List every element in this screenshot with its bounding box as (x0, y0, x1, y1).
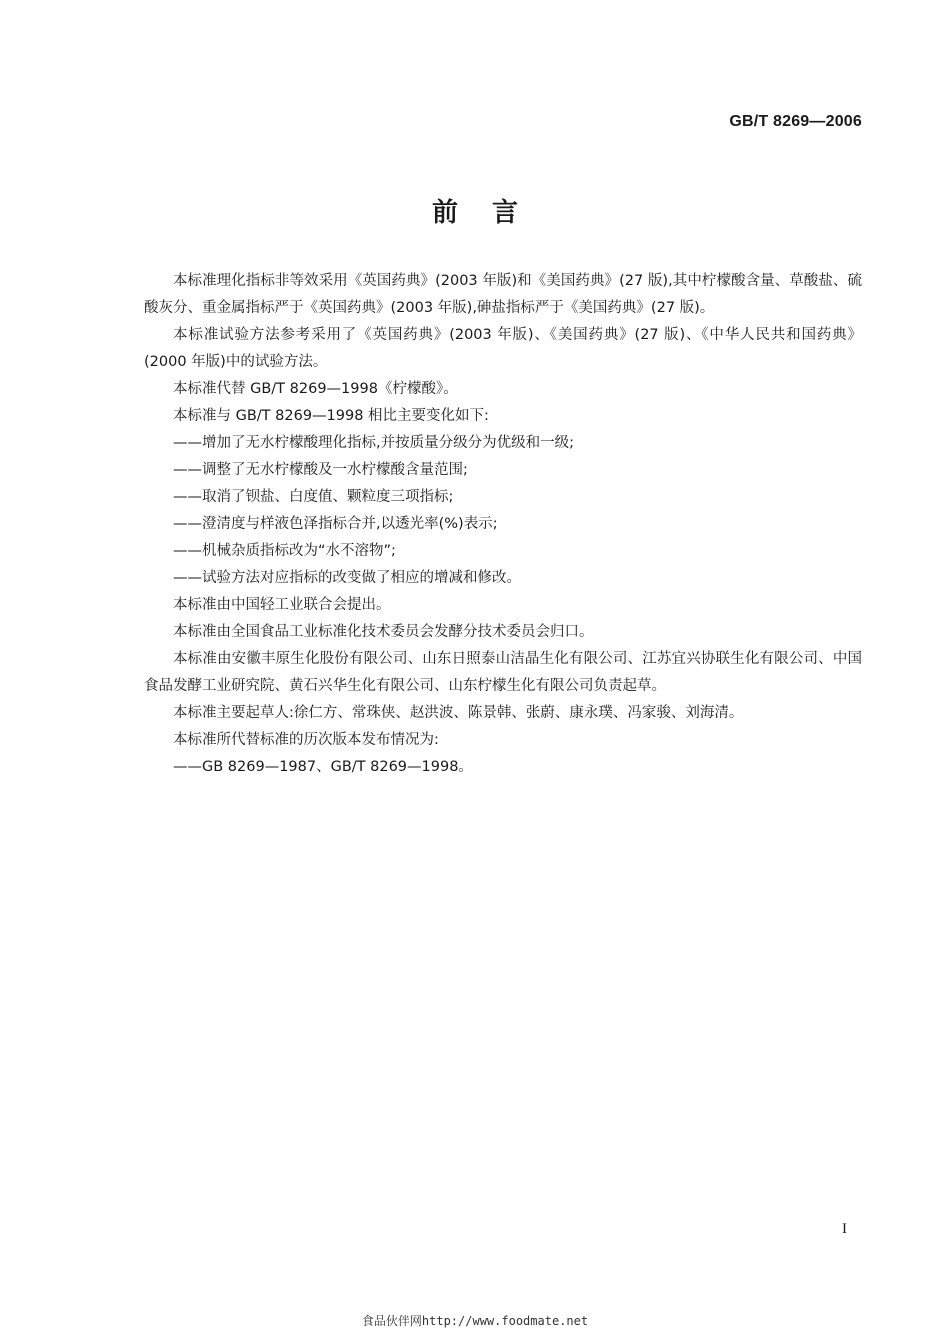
standard-code: GB/T 8269—2006 (729, 113, 862, 130)
change-item: ——机械杂质指标改为“水不溶物”; (173, 543, 396, 559)
paragraph-adoption: 本标准理化指标非等效采用《英国药典》(2003 年版)和《美国药典》(27 版),其中柠檬酸含量、草酸盐、硫酸灰分、重金属指标严于《英国药典》(2003 年版),砷盐指标严于《美国药典》(27 版)。 (144, 273, 862, 316)
paragraph-history-intro: 本标准所代替标准的历次版本发布情况为: (173, 732, 439, 748)
change-item: ——试验方法对应指标的改变做了相应的增减和修改。 (173, 570, 521, 586)
paragraph-drafting-units: 本标准由安徽丰原生化股份有限公司、山东日照泰山洁晶生化有限公司、江苏宜兴协联生化有限公司、中国食品发酵工业研究院、黄石兴华生化有限公司、山东柠檬生化有限公司负责起草。 (144, 651, 862, 694)
paragraph-drafters: 本标准主要起草人:徐仁方、常珠侠、赵洪波、陈景韩、张蔚、康永璞、冯家骏、刘海清。 (173, 705, 744, 721)
footer-watermark: 食品伙伴网http://www.foodmate.net (361, 1314, 589, 1328)
paragraph-changes-intro: 本标准与 GB/T 8269—1998 相比主要变化如下: (173, 408, 489, 424)
paragraph-proposed-by: 本标准由中国轻工业联合会提出。 (173, 597, 391, 613)
body-text (144, 268, 862, 781)
change-item: ——增加了无水柠檬酸理化指标,并按质量分级分为优级和一级; (173, 435, 574, 451)
change-item: ——取消了钡盐、白度值、颗粒度三项指标; (173, 489, 454, 505)
history-item: ——GB 8269—1987、GB/T 8269—1998。 (173, 759, 473, 775)
paragraph-administered-by: 本标准由全国食品工业标准化技术委员会发酵分技术委员会归口。 (173, 624, 594, 640)
page-title: 前言 (431, 198, 552, 228)
change-item: ——调整了无水柠檬酸及一水柠檬酸含量范围; (173, 462, 468, 478)
page-number: I (842, 1221, 847, 1237)
paragraph-replaces: 本标准代替 GB/T 8269—1998《柠檬酸》。 (173, 381, 458, 397)
paragraph-test-methods: 本标准试验方法参考采用了《英国药典》(2003 年版)、《美国药典》(27 版)、《中华人民共和国药典》(2000 年版)中的试验方法。 (144, 327, 862, 370)
change-item: ——澄清度与样液色泽指标合并,以透光率(%)表示; (173, 516, 498, 532)
